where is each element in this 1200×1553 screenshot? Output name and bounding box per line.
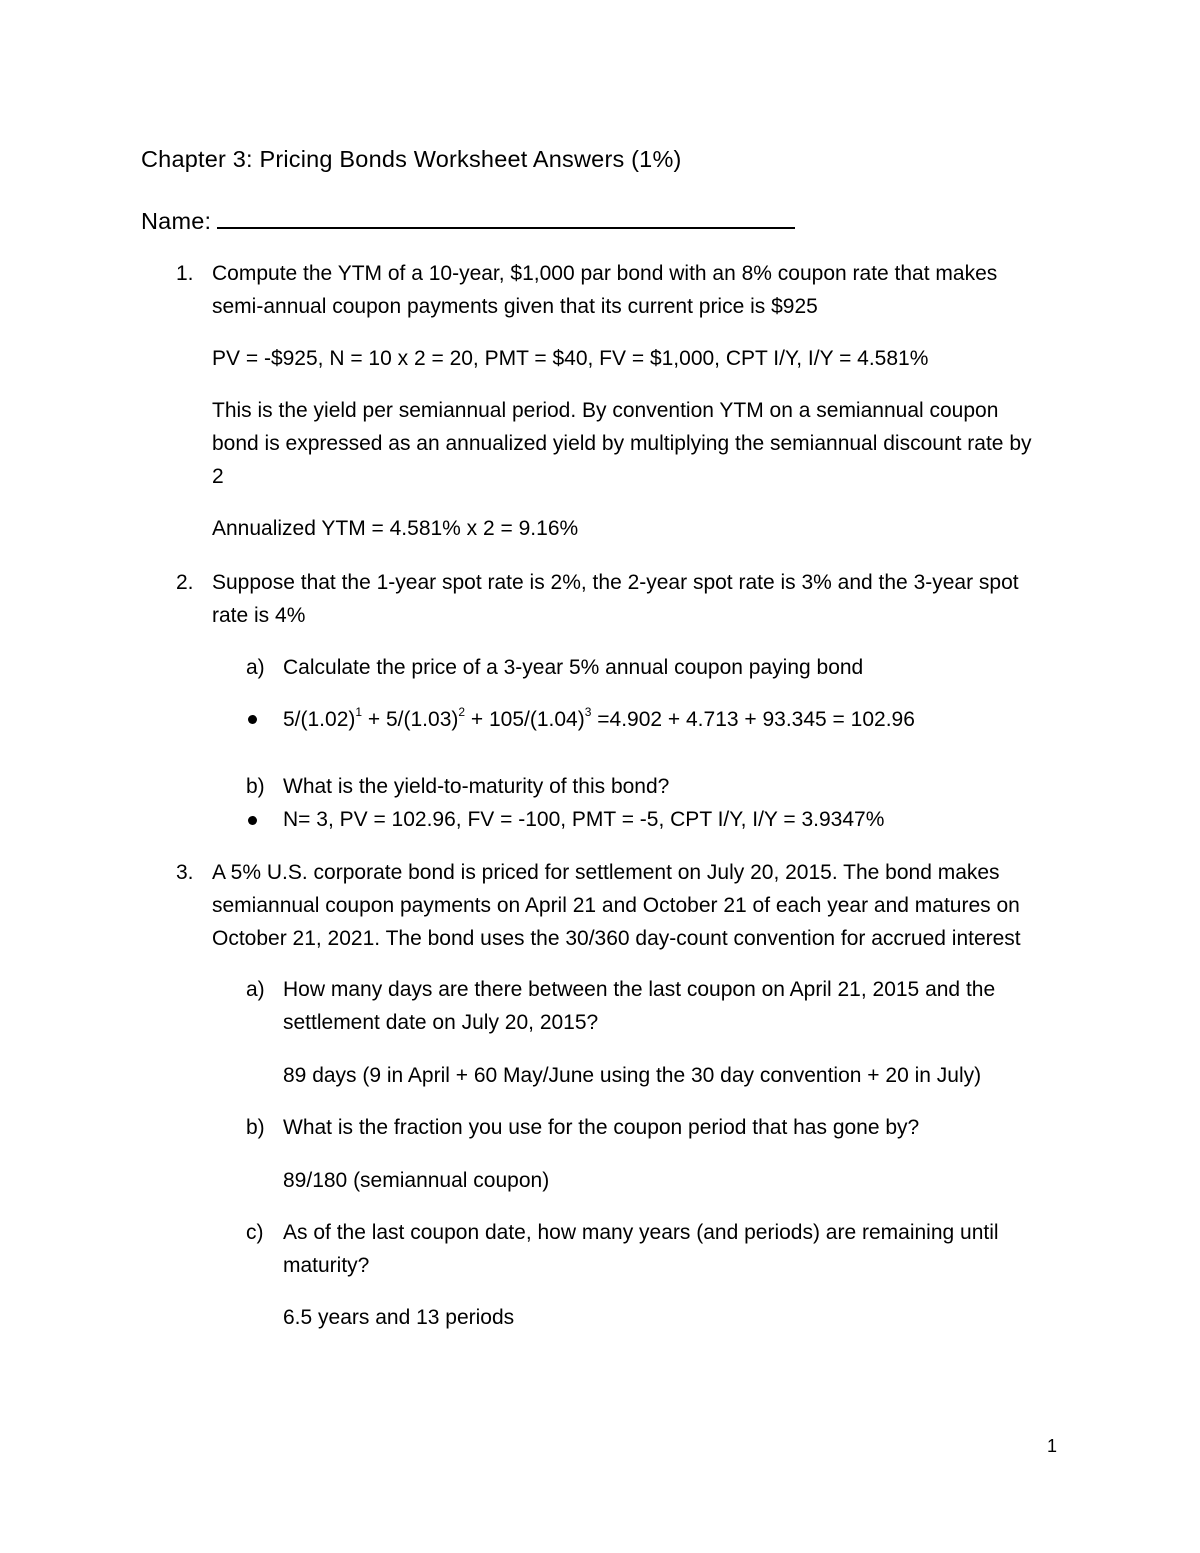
- question-2a-answer: [283, 707, 915, 733]
- question-2b-text: What is the yield-to-maturity of this bond?: [283, 775, 670, 798]
- page-number: 1: [1047, 1436, 1058, 1456]
- page-title: Chapter 3: Pricing Bonds Worksheet Answers (1%): [141, 146, 682, 172]
- formula-term-3: + 105/(1.04): [465, 708, 585, 731]
- name-label: Name:: [141, 208, 212, 234]
- question-3b-text: What is the fraction you use for the coupon period that has gone by?: [283, 1116, 920, 1139]
- question-3a-answer: 89 days (9 in April + 60 May/June using the 30 day convention + 20 in July): [283, 1064, 982, 1087]
- question-1-text-line2: semi-annual coupon payments given that its current price is $925: [212, 295, 818, 318]
- formula-term-2: + 5/(1.03): [362, 708, 459, 731]
- bullet-icon: [248, 715, 257, 724]
- question-3-text-line1: A 5% U.S. corporate bond is priced for settlement on July 20, 2015. The bond makes: [212, 861, 1000, 884]
- bullet-icon: [248, 816, 257, 825]
- question-3c-label: c): [246, 1221, 264, 1244]
- question-3c-text-line2: maturity?: [283, 1254, 370, 1277]
- question-2a-label: a): [246, 656, 265, 679]
- question-1-number: 1.: [176, 262, 194, 285]
- formula-exponent-3: 3: [584, 705, 592, 719]
- question-3-text-line3: October 21, 2021. The bond uses the 30/360 day-count convention for accrued interest: [212, 927, 1021, 950]
- question-2b-answer: N= 3, PV = 102.96, FV = -100, PMT = -5, CPT I/Y, I/Y = 3.9347%: [283, 808, 885, 831]
- question-2b-label: b): [246, 775, 265, 798]
- question-3c-answer: 6.5 years and 13 periods: [283, 1306, 515, 1329]
- question-3-text-line2: semiannual coupon payments on April 21 and October 21 of each year and matures on: [212, 894, 1020, 917]
- question-1-explanation-line2: bond is expressed as an annualized yield by multiplying the semiannual discount rate by: [212, 432, 1032, 455]
- formula-exponent-1: 1: [355, 705, 363, 719]
- name-blank: [217, 205, 795, 229]
- formula-term-1: 5/(1.02): [283, 708, 356, 731]
- formula-result: =4.902 + 4.713 + 93.345 = 102.96: [591, 708, 915, 731]
- question-3a-text-line1: How many days are there between the last coupon on April 21, 2015 and the: [283, 978, 996, 1001]
- question-1-calculation: PV = -$925, N = 10 x 2 = 20, PMT = $40, FV = $1,000, CPT I/Y, I/Y = 4.581%: [212, 347, 929, 370]
- question-3c-text-line1: As of the last coupon date, how many years (and periods) are remaining until: [283, 1221, 999, 1244]
- question-2a-text: Calculate the price of a 3-year 5% annual coupon paying bond: [283, 656, 864, 679]
- question-3b-answer: 89/180 (semiannual coupon): [283, 1169, 550, 1192]
- question-2-text-line2: rate is 4%: [212, 604, 306, 627]
- question-2-number: 2.: [176, 571, 194, 594]
- question-1-explanation-line1: This is the yield per semiannual period. By convention YTM on a semiannual coupon: [212, 399, 999, 422]
- question-3b-label: b): [246, 1116, 265, 1139]
- formula-exponent-2: 2: [458, 705, 466, 719]
- question-1-explanation-line3: 2: [212, 465, 224, 488]
- question-3a-label: a): [246, 978, 265, 1001]
- question-3a-text-line2: settlement date on July 20, 2015?: [283, 1011, 599, 1034]
- question-1-text-line1: Compute the YTM of a 10-year, $1,000 par bond with an 8% coupon rate that makes: [212, 262, 998, 285]
- question-2-text-line1: Suppose that the 1-year spot rate is 2%, the 2-year spot rate is 3% and the 3-year spot: [212, 571, 1019, 594]
- name-line: [141, 205, 795, 234]
- question-3-number: 3.: [176, 861, 194, 884]
- question-1-annualized-ytm: Annualized YTM = 4.581% x 2 = 9.16%: [212, 517, 579, 540]
